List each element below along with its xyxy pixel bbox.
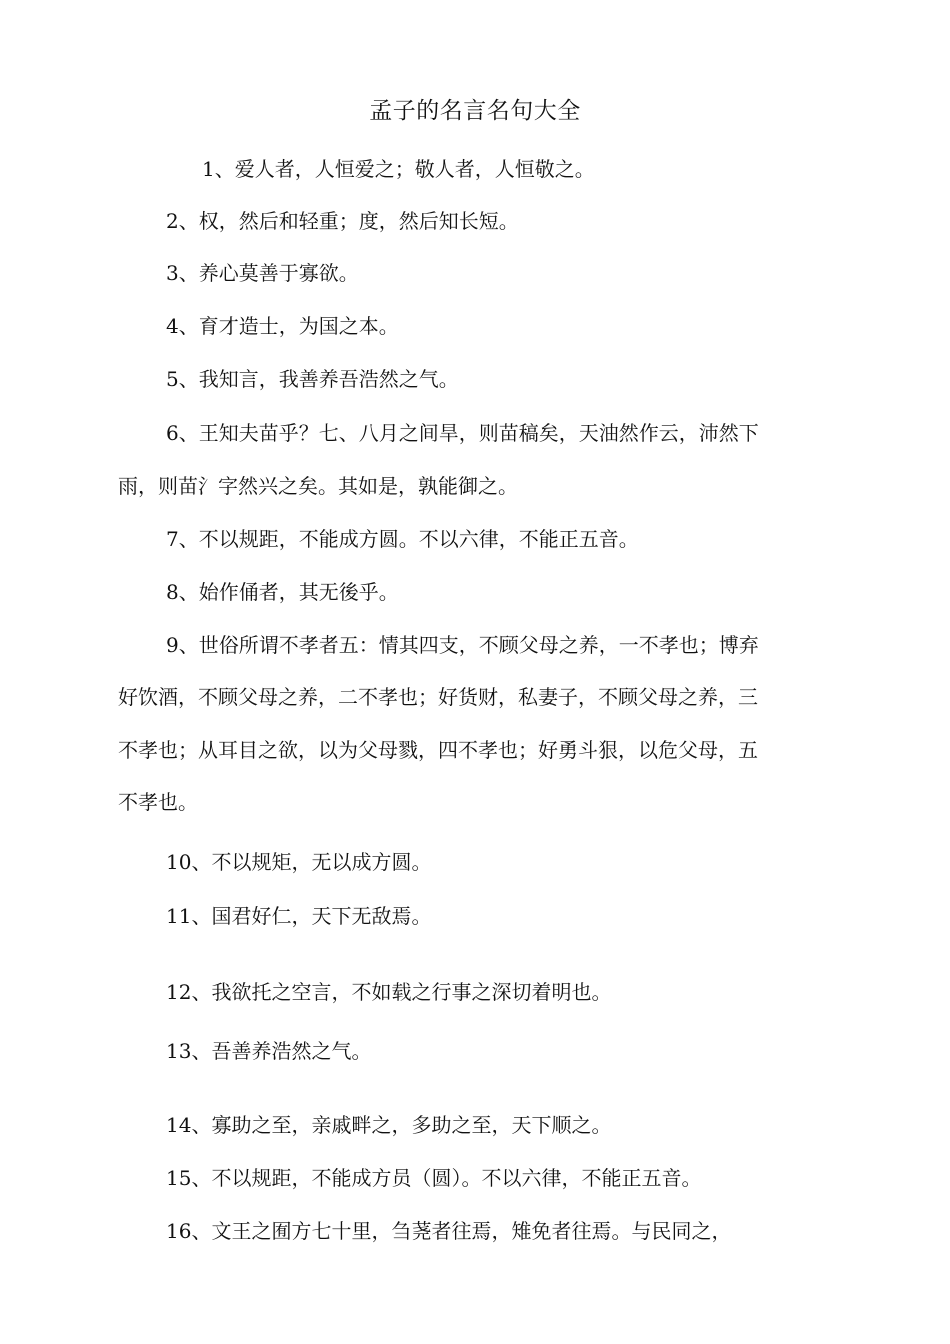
quote-line-9: 9、世俗所谓不孝者五：情其四支，不顾父母之养，一不孝也；博弃 [166,633,759,657]
quote-line-14: 14、寡助之至，亲戚畔之，多助之至，天下顺之。 [166,1113,612,1137]
quote-line-9-cont-1: 好饮酒，不顾父母之养，二不孝也；好货财，私妻子，不顾父母之养，三 [118,685,758,709]
quote-line-3: 3、养心莫善于寡欲。 [166,261,359,285]
quote-line-4: 4、育才造士，为国之本。 [166,314,399,338]
quote-line-12: 12、我欲托之空言，不如载之行事之深切着明也。 [166,980,612,1004]
quote-line-11: 11、国君好仁，天下无敌焉。 [166,904,432,928]
quote-line-5: 5、我知言，我善养吾浩然之气。 [166,367,459,391]
quote-line-1: 1、爱人者，人恒爱之；敬人者，人恒敬之。 [202,157,595,181]
document-title: 孟子的名言名句大全 [369,98,581,124]
quote-line-16: 16、文王之囿方七十里，刍荛者往焉，雉免者往焉。与民同之， [166,1219,732,1243]
quote-line-15: 15、不以规距，不能成方员（圆）。不以六律，不能正五音。 [166,1166,702,1190]
quote-line-6: 6、王知夫苗乎？七、八月之间旱，则苗稿矣，天油然作云，沛然下 [166,421,759,445]
quote-line-8: 8、始作俑者，其无後乎。 [166,580,399,604]
quote-line-2: 2、权，然后和轻重；度，然后知长短。 [166,209,519,233]
quote-line-7: 7、不以规距，不能成方圆。不以六律，不能正五音。 [166,527,639,551]
quote-line-9-cont-3: 不孝也。 [118,790,198,814]
quote-line-10: 10、不以规矩，无以成方圆。 [166,850,432,874]
quote-line-9-cont-2: 不孝也；从耳目之欲，以为父母戮，四不孝也；好勇斗狠，以危父母，五 [118,738,758,762]
quote-line-6-cont: 雨，则苗氵字然兴之矣。其如是，孰能御之。 [118,474,518,498]
quote-line-13: 13、吾善养浩然之气。 [166,1039,372,1063]
